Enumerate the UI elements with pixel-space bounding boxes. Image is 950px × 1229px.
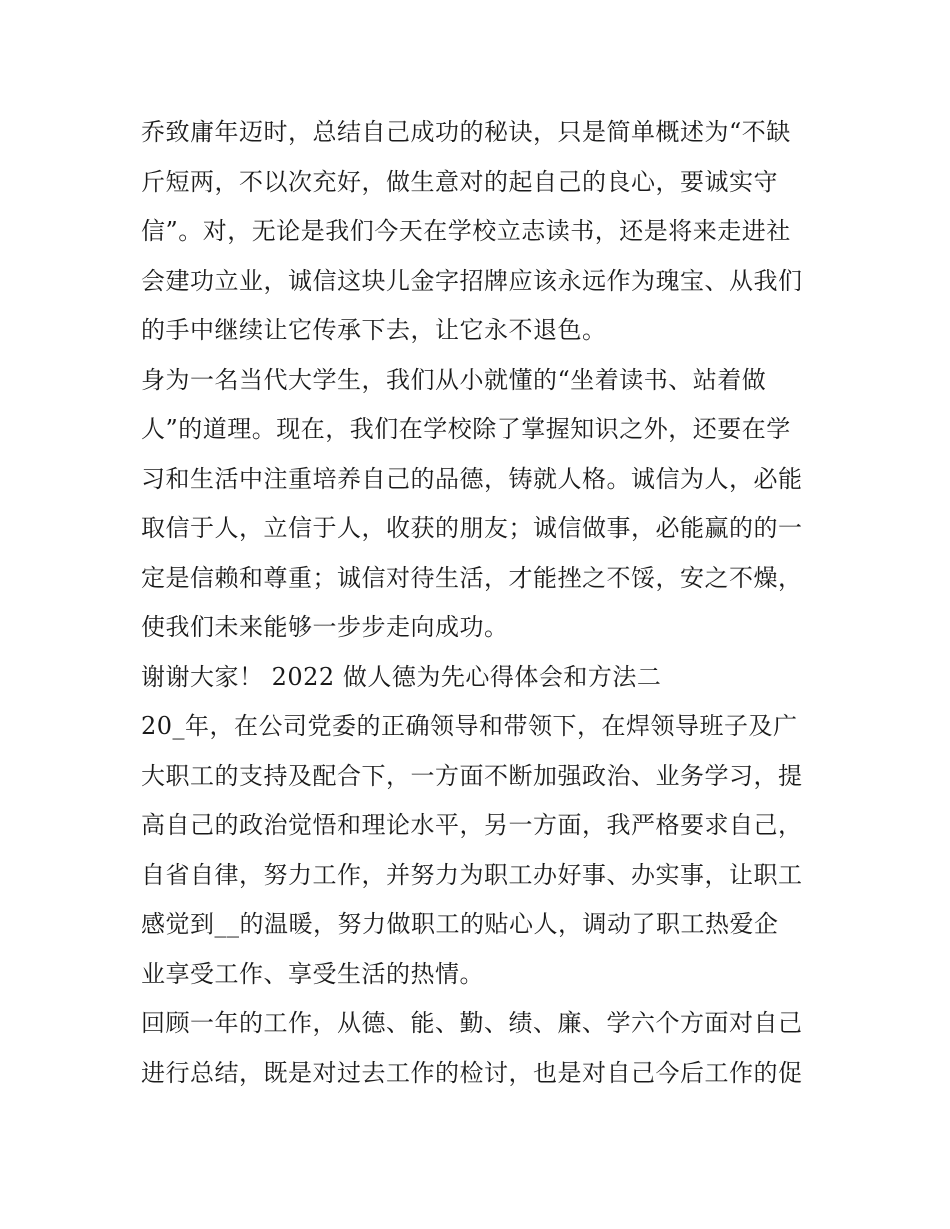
text-line: 20_年，在公司党委的正确领导和带领下，在焊领导班子及广 — [141, 712, 798, 740]
document-body — [141, 108, 813, 1098]
text-line: 自省自律，努力工作，并努力为职工办好事、办实事，让职工 — [141, 860, 803, 889]
text-line: 谢谢大家！ 2022 做人德为先心得体会和方法二 — [141, 662, 662, 691]
section-heading — [141, 653, 813, 703]
text-line: 进行总结，既是对过去工作的检讨，也是对自己今后工作的促 — [141, 1058, 803, 1087]
text-line: 取信于人，立信于人，收获的朋友；诚信做事，必能赢的的一 — [141, 514, 803, 542]
text-line: 乔致庸年迈时，总结自己成功的秘诀，只是简单概述为“不缺 — [141, 118, 791, 146]
text-line: 人”的道理。现在，我们在学校除了掌握知识之外，还要在学 — [141, 415, 791, 443]
text-line: 感觉到__的温暖，努力做职工的贴心人，调动了职工热爱企 — [141, 910, 779, 938]
text-line: 信”。对，无论是我们今天在学校立志读书，还是将来走进社 — [141, 217, 791, 245]
text-line: 定是信赖和尊重；诚信对待生活，才能挫之不馁，安之不燥， — [141, 563, 803, 592]
paragraph — [141, 356, 813, 653]
text-line: 身为一名当代大学生，我们从小就懂的“坐着读书、站着做 — [141, 365, 767, 394]
text-line: 回顾一年的工作，从德、能、勤、绩、廉、学六个方面对自己 — [141, 1009, 803, 1037]
text-line: 使我们未来能够一步步走向成功。 — [141, 613, 509, 641]
paragraph — [141, 108, 813, 356]
paragraph — [141, 999, 813, 1098]
text-line: 大职工的支持及配合下，一方面不断加强政治、业务学习，提 — [141, 761, 803, 790]
text-line: 斤短两，不以次充好，做生意对的起自己的良心，要诚实守 — [141, 167, 778, 196]
text-line: 会建功立业，诚信这块儿金字招牌应该永远作为瑰宝、从我们 — [141, 266, 803, 295]
text-line: 的手中继续让它传承下去，让它永不退色。 — [141, 316, 607, 344]
paragraph — [141, 702, 813, 999]
text-line: 业享受工作、享受生活的热情。 — [141, 959, 484, 988]
text-line: 习和生活中注重培养自己的品德，铸就人格。诚信为人，必能 — [141, 464, 803, 493]
text-line: 高自己的政治觉悟和理论水平，另一方面，我严格要求自己， — [141, 811, 803, 839]
